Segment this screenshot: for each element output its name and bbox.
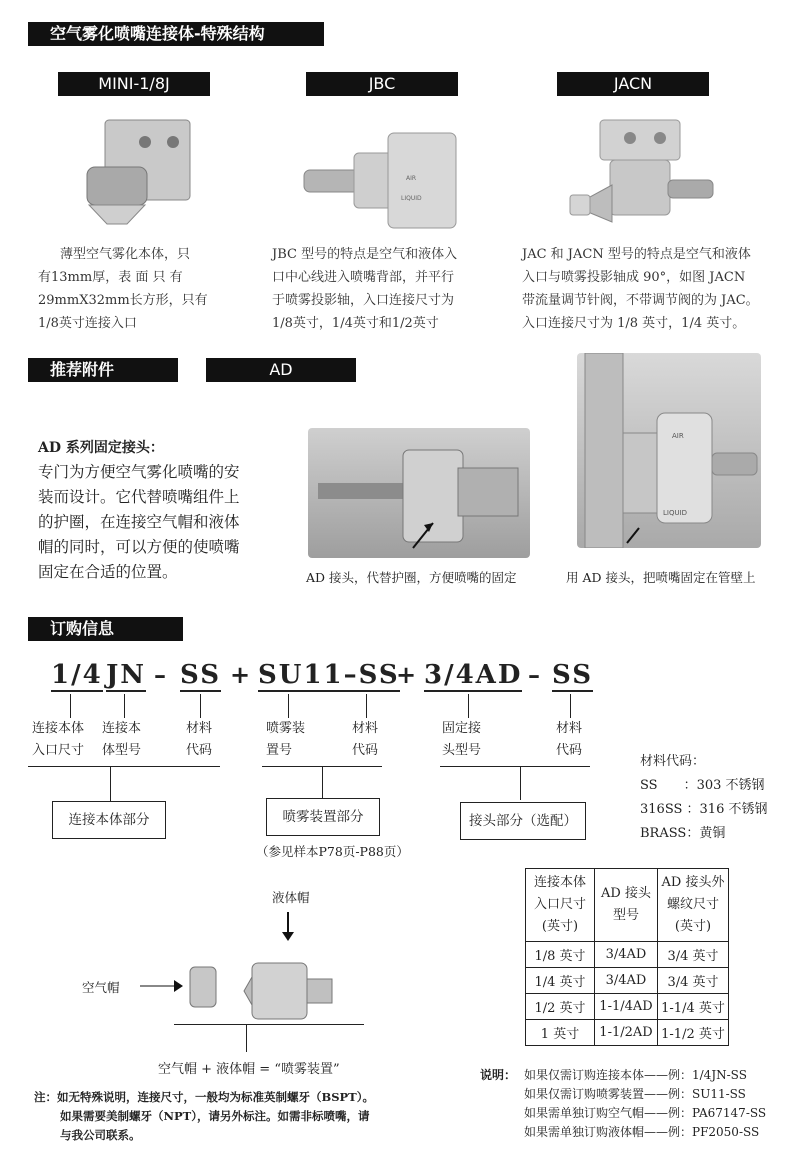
section-title: 空气雾化喷嘴连接体-特殊结构 [28,22,324,46]
label-spray-material: 材料 代码 [352,721,379,758]
code-adapter-model: 3/4AD [424,660,523,690]
assembly-illustration [186,955,336,1025]
liquid-cap-label: 液体帽 [272,890,310,905]
accessory-description: AD 系列固定接头： 专门为方便空气雾化喷嘴的安 装而设计。它代替喷嘴组件上 的护圈，在连接空气帽和液体 帽的同时，可以方便的使喷嘴 固定在合适的位置。 [38,436,273,585]
accessories-model-tab: AD [206,358,356,382]
code-body-material: SS [180,660,221,690]
product-tab-mini: MINI-1/8J [58,72,210,96]
liquid-label: LIQUID [401,195,422,202]
code-plus-2: + [396,660,417,689]
table-row: 1/4 英寸 3/4AD 3/4 英寸 [526,968,729,994]
product-desc-mini: 薄型空气雾化本体，只 有13mm厚，表 面 只 有 29mmX32mm长方形，只有 1/8英寸连接入口 [38,247,208,331]
table-header-cell: AD 接头 型号 [595,869,658,942]
code-body-model: JN [106,660,147,690]
product-desc-jacn: JAC 和 JACN 型号的特点是空气和液体 入口与喷雾投影轴成 90°，如图 JACN 带流量调节针阀，不带调节阀的为 JAC。 入口连接尺寸为 1/8 英寸，1/4 英寸。 [522,247,759,331]
code-adapter-material: SS [552,660,593,690]
air-label: AIR [672,432,684,440]
label-adapter-model: 固定接 头型号 [442,721,482,758]
reference-note: （参见样本P78页-P88页） [256,844,409,859]
mini-nozzle-illustration [75,112,195,230]
label-inlet-size: 连接本体 入口尺寸 [32,721,85,758]
group-body: 连接本体部分 [52,801,166,839]
code-dash-2: – [528,660,540,689]
label-spray-setup: 喷雾装 置号 [266,721,306,758]
accessory-heading: AD 系列固定接头： [38,440,164,456]
label-adapter-material: 材料 代码 [556,721,583,758]
table-row: 1/2 英寸 1-1/4AD 1-1/4 英寸 [526,994,729,1020]
arrow-down-icon [281,912,295,946]
accessories-title: 推荐附件 [28,358,178,382]
footnote: 注：如无特殊说明，连接尺寸，一般均为标准英制螺牙（BSPT）。 如果需要美制螺牙（NPT），请另外标注。如需非标喷嘴，请 与我公司联系。 [34,1090,374,1142]
table-header-cell: 连接本体 入口尺寸 (英寸) [526,869,595,942]
air-label: AIR [406,175,417,182]
product-image-mini [75,112,195,230]
ordering-title: 订购信息 [28,617,183,641]
label-body-material: 材料 代码 [186,721,213,758]
notes-list: 如果仅需订购连接本体——例：1/4JN-SS 如果仅需订购喷雾装置——例：SU11-SS 如果需单独订购空气帽——例：PA67147-SS 如果需单独订购液体帽——例：PF2050-SS [524,1068,767,1139]
liquid-label: LIQUID [663,509,688,517]
ad-photo-1-caption: AD 接头，代替护圈，方便喷嘴的固定 [306,570,517,585]
product-desc-jbc: JBC 型号的特点是空气和液体入 口中心线进入喷嘴背部，并平行 于喷雾投影轴，入口连接尺寸为 1/8英寸，1/4英寸和1/2英寸 [272,247,458,331]
material-codes: 材料代码： SS ：303 不锈钢 316SS ：316 不锈钢 BRASS：黄铜 [640,754,768,841]
assembly-formula: 空气帽 + 液体帽 = “喷雾装置” [158,1062,340,1077]
ad-photo-2 [577,353,761,548]
ad-photo-2-caption: 用 AD 接头，把喷嘴固定在管壁上 [566,570,756,585]
code-spray-setup: SU11–SS [258,660,400,690]
air-cap-label: 空气帽 [82,980,120,995]
adapter-spec-table [525,868,729,1046]
notes-label: 说明： [480,1068,517,1082]
code-dash-1: – [154,660,166,689]
code-plus-1: + [230,660,251,689]
ad-photo-1 [308,428,530,558]
product-image-jacn [560,110,720,235]
label-body-model: 连接本 体型号 [102,721,142,758]
group-spray: 喷雾装置部分 [266,798,380,836]
table-header-cell: AD 接头外 螺纹尺寸 (英寸) [658,869,729,942]
table-row: 1 英寸 1-1/2AD 1-1/2 英寸 [526,1020,729,1046]
table-row: 1/8 英寸 3/4AD 3/4 英寸 [526,942,729,968]
product-tab-jacn: JACN [557,72,709,96]
product-tab-jbc: JBC [306,72,458,96]
product-image-jbc [296,108,466,233]
group-adapter: 接头部分（选配） [460,802,586,840]
code-inlet-size: 1/4 [51,660,103,690]
arrow-right-icon [140,978,184,997]
